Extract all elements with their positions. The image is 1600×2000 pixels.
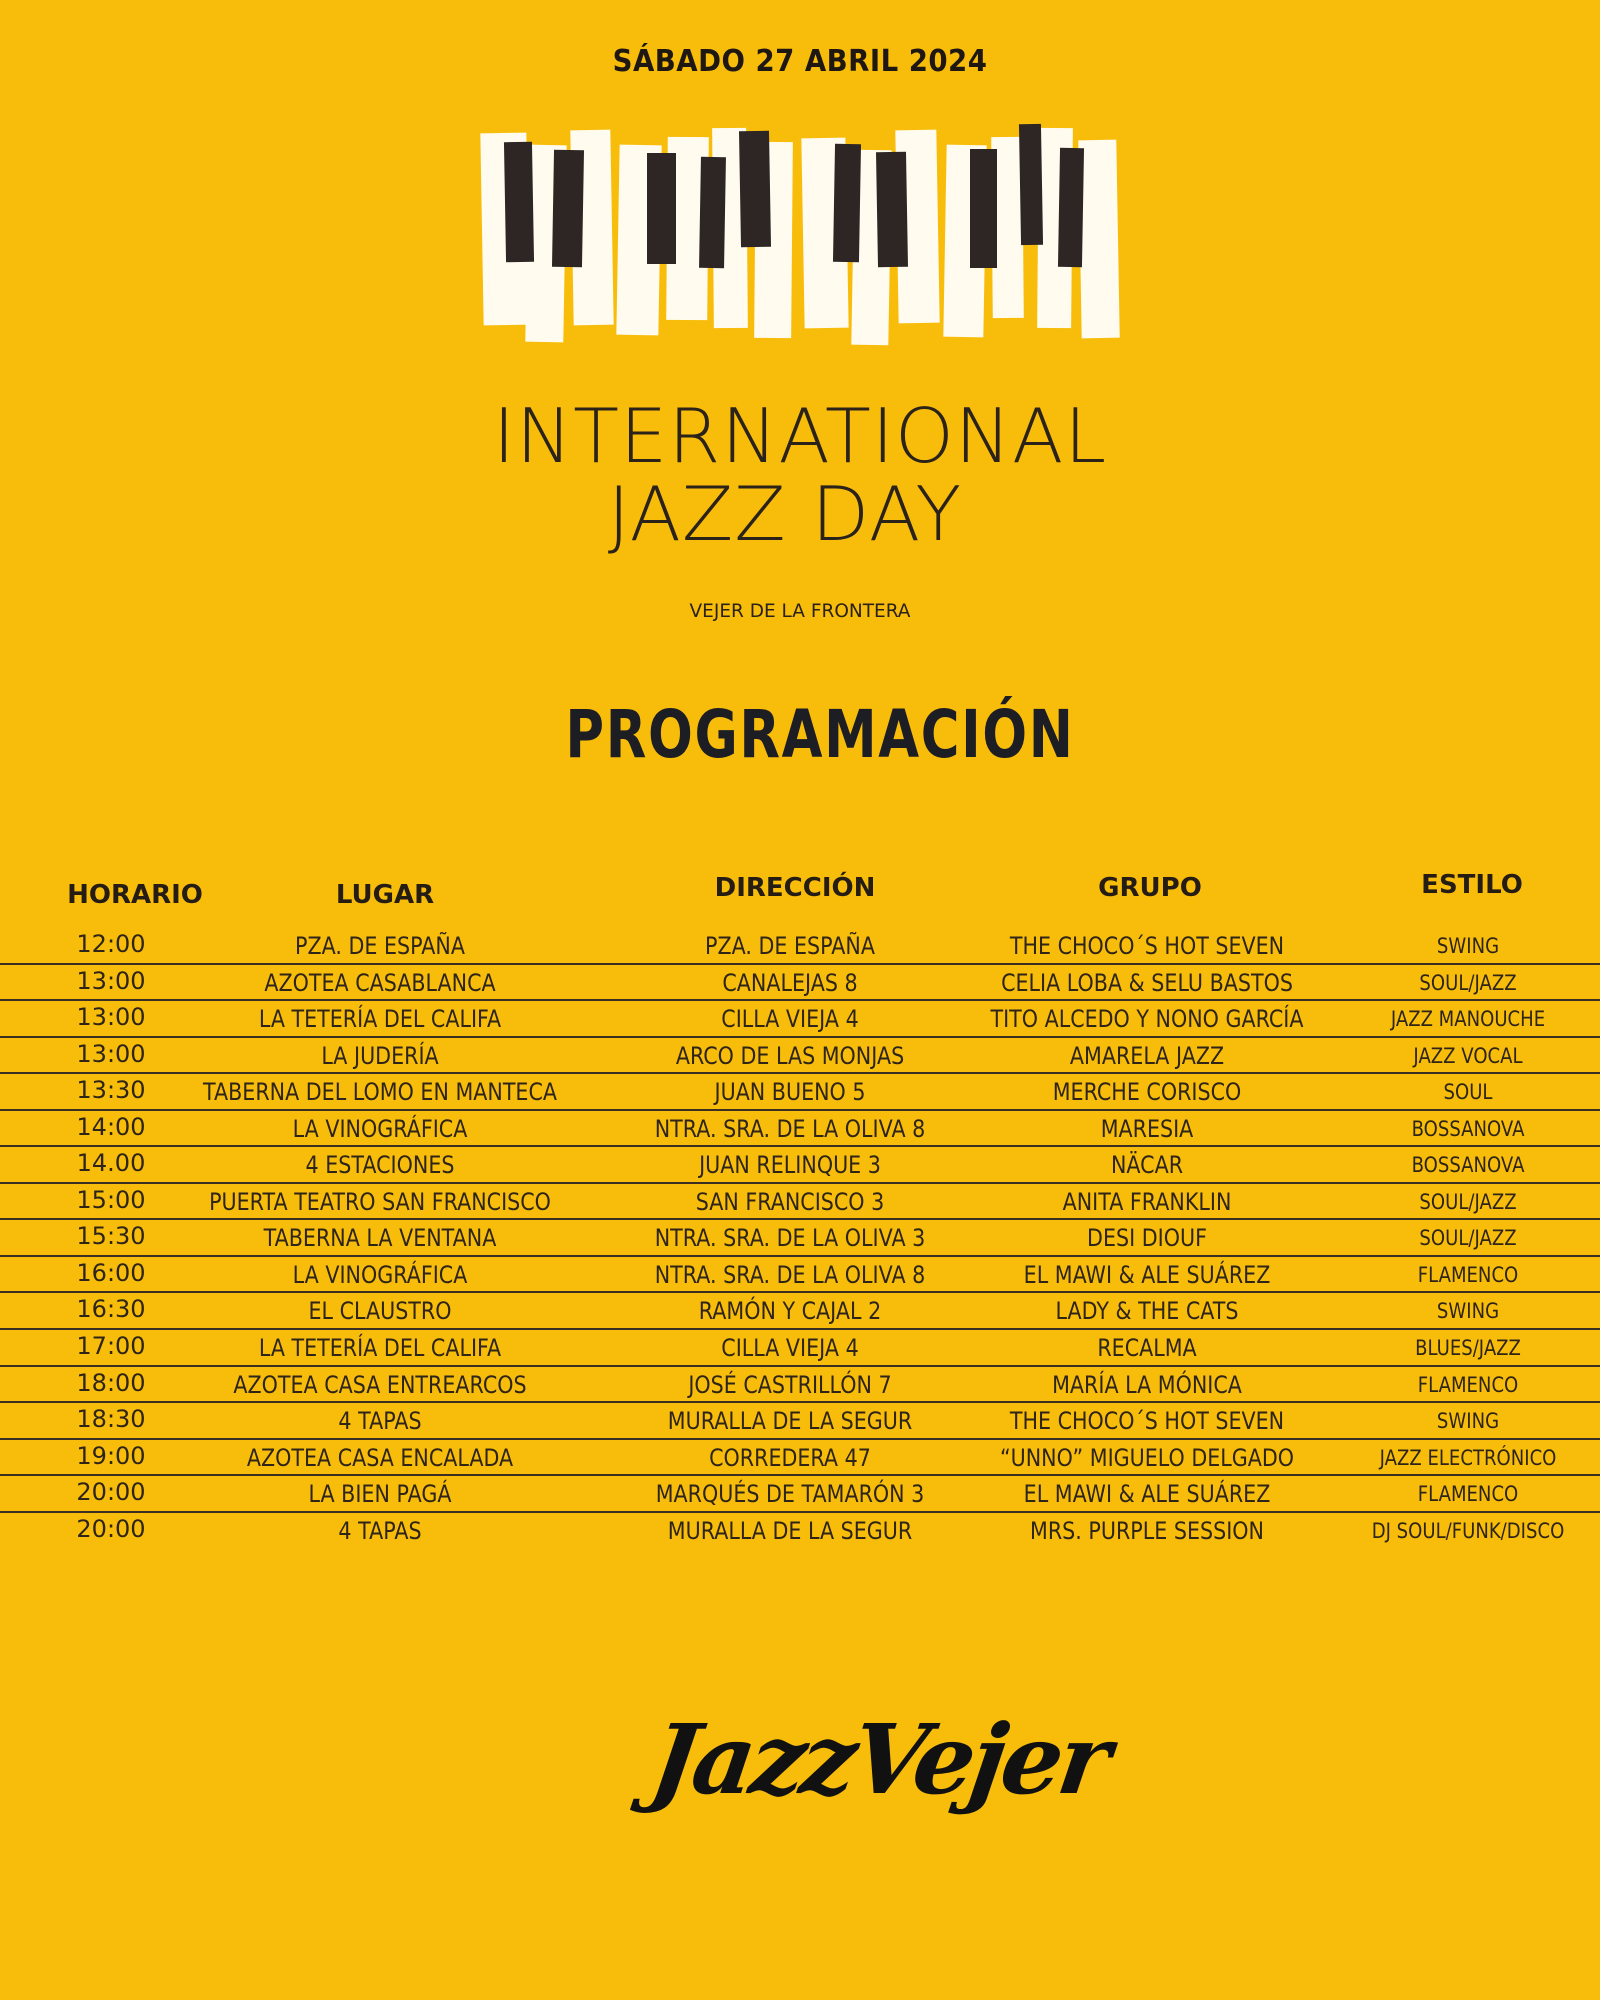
- cell-lugar: AZOTEA CASA ENCALADA: [246, 1443, 514, 1472]
- cell-estilo: BOSSANOVA: [1411, 1116, 1525, 1141]
- cell-horario: 16:30: [76, 1295, 146, 1324]
- cell-horario: 14:00: [76, 1112, 146, 1141]
- header-grupo: GRUPO: [1098, 873, 1202, 903]
- event-date: SÁBADO 27 ABRIL 2024: [612, 44, 988, 79]
- cell-direccion: CANALEJAS 8: [722, 968, 858, 997]
- cell-lugar: 4 TAPAS: [338, 1516, 422, 1545]
- table-row: [0, 1476, 1600, 1513]
- cell-lugar: 4 TAPAS: [338, 1407, 422, 1436]
- cell-direccion: MARQUÉS DE TAMARÓN 3: [655, 1480, 925, 1509]
- table-row: [0, 1257, 1600, 1294]
- cell-direccion: CILLA VIEJA 4: [721, 1334, 859, 1363]
- section-title: PROGRAMACIÓN: [565, 696, 1075, 773]
- location-subtitle: VEJER DE LA FRONTERA: [689, 601, 911, 622]
- table-row: [0, 928, 1600, 965]
- cell-grupo: EL MAWI & ALE SUÁREZ: [1023, 1260, 1271, 1289]
- cell-horario: 12:00: [76, 930, 146, 958]
- cell-horario: 18:30: [76, 1405, 146, 1434]
- cell-grupo: MRS. PURPLE SESSION: [1030, 1516, 1264, 1545]
- cell-horario: 18:00: [76, 1368, 146, 1397]
- cell-direccion: JOSÉ CASTRILLÓN 7: [688, 1370, 892, 1399]
- schedule-table: [0, 928, 1600, 1549]
- cell-direccion: MURALLA DE LA SEGUR: [667, 1516, 913, 1545]
- header-estilo: ESTILO: [1421, 870, 1523, 900]
- cell-horario: 15:30: [76, 1222, 146, 1251]
- cell-grupo: THE CHOCO´S HOT SEVEN: [1009, 932, 1285, 960]
- cell-lugar: AZOTEA CASABLANCA: [264, 968, 496, 997]
- cell-direccion: ARCO DE LAS MONJAS: [675, 1041, 905, 1070]
- cell-grupo: DESI DIOUF: [1087, 1224, 1207, 1253]
- cell-horario: 14.00: [76, 1149, 146, 1178]
- cell-horario: 13:00: [76, 1039, 146, 1068]
- cell-horario: 13:00: [76, 966, 146, 995]
- table-row: [0, 1074, 1600, 1111]
- cell-grupo: CELIA LOBA & SELU BASTOS: [1001, 968, 1293, 997]
- cell-grupo: RECALMA: [1097, 1334, 1197, 1363]
- cell-direccion: JUAN BUENO 5: [714, 1078, 866, 1107]
- logo-text: JazzVejer: [644, 1703, 1114, 1816]
- cell-horario: 16:00: [76, 1258, 146, 1287]
- cell-estilo: SOUL: [1443, 1080, 1493, 1105]
- cell-estilo: BLUES/JAZZ: [1415, 1336, 1521, 1361]
- cell-lugar: LA TETERÍA DEL CALIFA: [258, 1334, 502, 1363]
- festival-title-line1: INTERNATIONAL: [492, 392, 1108, 480]
- cell-lugar: LA JUDERÍA: [321, 1041, 439, 1070]
- cell-estilo: JAZZ MANOUCHE: [1390, 1007, 1546, 1032]
- cell-grupo: MARÍA LA MÓNICA: [1052, 1370, 1242, 1399]
- cell-grupo: ANITA FRANKLIN: [1062, 1187, 1232, 1216]
- cell-direccion: CILLA VIEJA 4: [721, 1005, 859, 1034]
- cell-estilo: JAZZ VOCAL: [1413, 1043, 1523, 1068]
- piano-keys-icon: [470, 115, 1140, 360]
- cell-estilo: DJ SOUL/FUNK/DISCO: [1371, 1518, 1565, 1543]
- cell-grupo: MERCHE CORISCO: [1052, 1078, 1242, 1107]
- cell-direccion: PZA. DE ESPAÑA: [705, 932, 875, 960]
- cell-grupo: TITO ALCEDO Y NONO GARCÍA: [990, 1005, 1304, 1034]
- table-row: [0, 1513, 1600, 1550]
- cell-estilo: BOSSANOVA: [1411, 1153, 1525, 1178]
- cell-direccion: NTRA. SRA. DE LA OLIVA 3: [654, 1224, 926, 1253]
- cell-lugar: TABERNA DEL LOMO EN MANTECA: [203, 1078, 557, 1107]
- cell-horario: 13:00: [76, 1003, 146, 1032]
- table-row: [0, 1330, 1600, 1367]
- table-row: [0, 1293, 1600, 1330]
- cell-direccion: SAN FRANCISCO 3: [695, 1187, 885, 1216]
- cell-lugar: EL CLAUSTRO: [308, 1297, 452, 1326]
- cell-estilo: SWING: [1436, 934, 1500, 958]
- cell-lugar: PZA. DE ESPAÑA: [295, 932, 465, 960]
- cell-direccion: NTRA. SRA. DE LA OLIVA 8: [654, 1114, 926, 1143]
- cell-grupo: LADY & THE CATS: [1055, 1297, 1239, 1326]
- cell-horario: 20:00: [76, 1514, 146, 1543]
- cell-estilo: SWING: [1436, 1299, 1500, 1324]
- table-row: [0, 1220, 1600, 1257]
- table-row: [0, 1001, 1600, 1038]
- cell-direccion: CORREDERA 47: [709, 1443, 871, 1472]
- cell-grupo: “UNNO” MIGUELO DELGADO: [999, 1443, 1295, 1472]
- cell-horario: 19:00: [76, 1441, 146, 1470]
- table-row: [0, 1403, 1600, 1440]
- header-horario: HORARIO: [67, 880, 203, 910]
- table-row: [0, 1111, 1600, 1148]
- cell-horario: 15:00: [76, 1185, 146, 1214]
- cell-grupo: THE CHOCO´S HOT SEVEN: [1009, 1407, 1285, 1436]
- cell-grupo: NÄCAR: [1110, 1151, 1184, 1180]
- table-row: [0, 1184, 1600, 1221]
- cell-lugar: AZOTEA CASA ENTREARCOS: [233, 1370, 527, 1399]
- cell-estilo: SOUL/JAZZ: [1419, 970, 1517, 995]
- cell-estilo: FLAMENCO: [1417, 1262, 1519, 1287]
- cell-lugar: LA VINOGRÁFICA: [292, 1114, 468, 1143]
- cell-horario: 20:00: [76, 1478, 146, 1507]
- cell-direccion: MURALLA DE LA SEGUR: [667, 1407, 913, 1436]
- cell-lugar: LA BIEN PAGÁ: [308, 1480, 452, 1509]
- cell-lugar: TABERNA LA VENTANA: [263, 1224, 497, 1253]
- cell-direccion: RAMÓN Y CAJAL 2: [698, 1297, 882, 1326]
- cell-lugar: LA TETERÍA DEL CALIFA: [258, 1005, 502, 1034]
- header-lugar: LUGAR: [335, 880, 435, 910]
- header-direccion: DIRECCIÓN: [714, 873, 876, 903]
- jazzvejer-logo: [644, 1700, 1114, 1830]
- cell-estilo: FLAMENCO: [1417, 1482, 1519, 1507]
- cell-grupo: MARESIA: [1100, 1114, 1194, 1143]
- table-row: [0, 1147, 1600, 1184]
- cell-direccion: NTRA. SRA. DE LA OLIVA 8: [654, 1260, 926, 1289]
- cell-estilo: FLAMENCO: [1417, 1372, 1519, 1397]
- table-row: [0, 965, 1600, 1002]
- cell-horario: 13:30: [76, 1076, 146, 1105]
- cell-grupo: EL MAWI & ALE SUÁREZ: [1023, 1480, 1271, 1509]
- table-row: [0, 1440, 1600, 1477]
- cell-direccion: JUAN RELINQUE 3: [699, 1151, 881, 1180]
- table-row: [0, 1367, 1600, 1404]
- cell-lugar: 4 ESTACIONES: [305, 1151, 455, 1180]
- cell-lugar: PUERTA TEATRO SAN FRANCISCO: [209, 1187, 551, 1216]
- cell-estilo: SWING: [1436, 1409, 1500, 1434]
- festival-title-line2: JAZZ DAY: [607, 470, 963, 558]
- cell-estilo: SOUL/JAZZ: [1419, 1226, 1517, 1251]
- cell-horario: 17:00: [76, 1332, 146, 1361]
- cell-lugar: LA VINOGRÁFICA: [292, 1260, 468, 1289]
- cell-grupo: AMARELA JAZZ: [1069, 1041, 1225, 1070]
- cell-estilo: SOUL/JAZZ: [1419, 1189, 1517, 1214]
- table-row: [0, 1038, 1600, 1075]
- cell-estilo: JAZZ ELECTRÓNICO: [1379, 1445, 1557, 1470]
